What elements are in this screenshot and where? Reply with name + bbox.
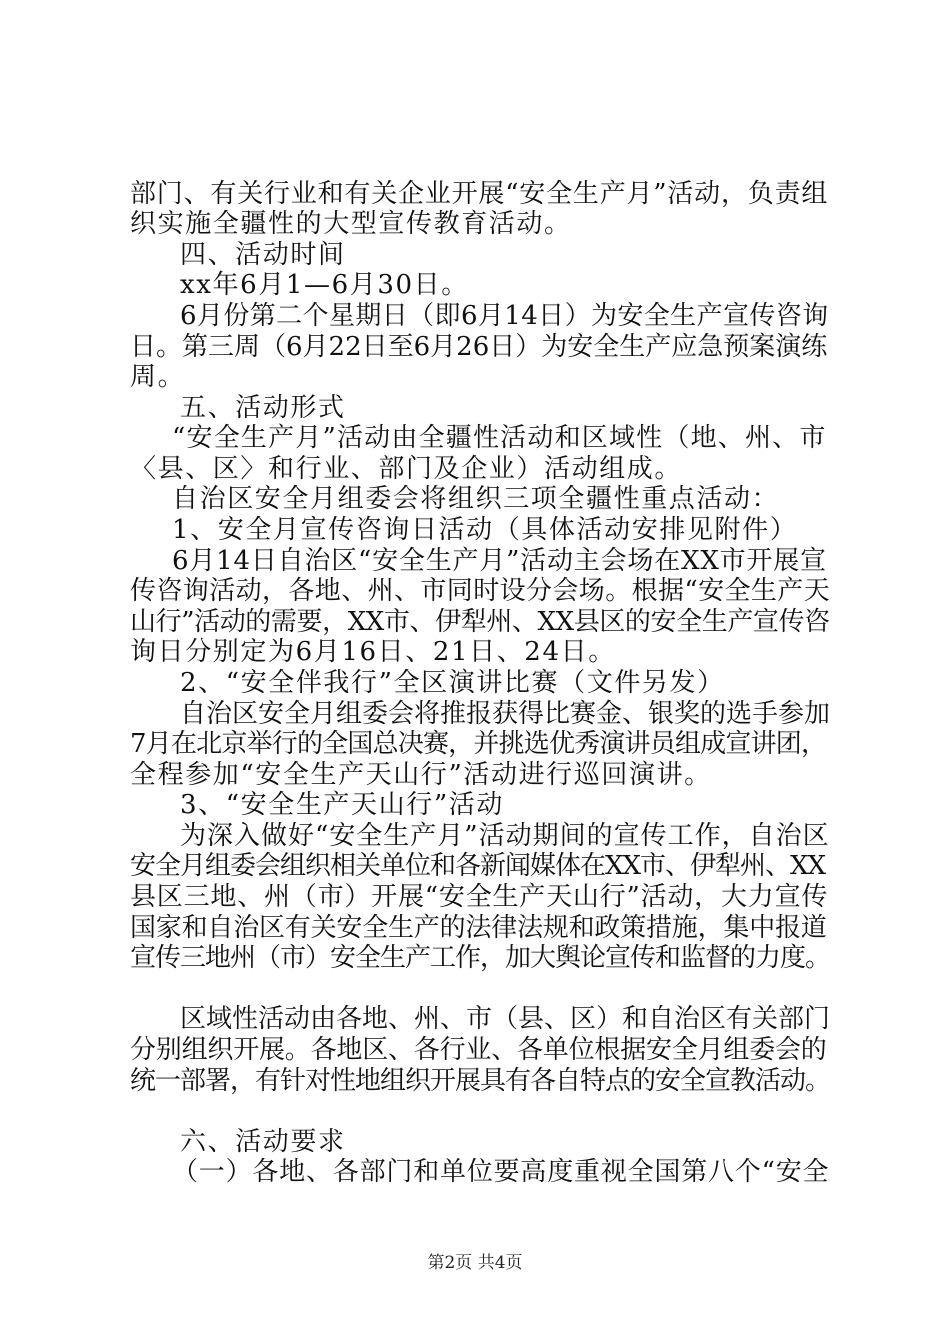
body-text-line: 宣传三地州（市）安全生产工作，加大舆论宣传和监督的力度。 — [130, 943, 831, 973]
body-text-line: 织实施全疆性的大型宣传教育活动。 — [130, 209, 572, 239]
body-text-line: 区域性活动由各地、州、市（县、区）和自治区有关部门 — [180, 1004, 831, 1034]
section-heading-activity-requirements: 六、活动要求 — [180, 1127, 346, 1157]
section-heading-activity-form: 五、活动形式 — [180, 393, 346, 423]
body-text-line: 统一部署，有针对性地组织开展具有各自特点的安全宣教活动。 — [130, 1066, 831, 1096]
body-text-line: 询日分别定为6月16日、21日、24日。 — [130, 637, 616, 667]
body-text-line: 周。 — [130, 362, 186, 392]
subheading-item-1: 1、安全月宣传咨询日活动（具体活动安排见附件） — [172, 515, 798, 545]
body-text-line: 县区三地、州（市）开展“安全生产天山行”活动，大力宣传 — [130, 882, 829, 912]
subheading-item-2: 2、“安全伴我行”全区演讲比赛（文件另发） — [180, 668, 725, 698]
body-text-line: 部门、有关行业和有关企业开展“安全生产月”活动，负责组 — [130, 179, 829, 209]
body-text-line: 国家和自治区有关安全生产的法律法规和政策措施，集中报道 — [130, 913, 827, 943]
body-text-line: 传咨询活动，各地、州、市同时设分会场。根据“安全生产天 — [130, 576, 831, 606]
body-text-line: 7月在北京举行的全国总决赛，并挑选优秀演讲员组成宣讲团， — [130, 729, 827, 759]
body-text-line: 6月份第二个星期日（即6月14日）为安全生产宣传咨询 — [180, 301, 829, 331]
body-text-line: 安全月组委会组织相关单位和各新闻媒体在XX市、伊犁州、XX — [130, 851, 826, 881]
section-heading-activity-time: 四、活动时间 — [180, 240, 346, 270]
body-text-line: 日。第三周（6月22日至6月26日）为安全生产应急预案演练 — [130, 332, 828, 362]
body-text-line: xx年6月1—6月30日。 — [180, 270, 469, 300]
body-text-line: 〈县、区〉和行业、部门及企业）活动组成。 — [130, 454, 683, 484]
body-text-line: 自治区安全月组委会将推报获得比赛金、银奖的选手参加 — [180, 699, 831, 729]
body-text-line: “安全生产月”活动由全疆性活动和区域性（地、州、市 — [172, 423, 827, 453]
page-number-footer: 第2页 共4页 — [427, 1253, 523, 1273]
body-text-line: 山行”活动的需要，XX市、伊犁州、XX县区的安全生产宣传咨 — [130, 607, 830, 637]
subheading-item-3: 3、“安全生产天山行”活动 — [180, 790, 504, 820]
body-text-line: 分别组织开展。各地区、各行业、各单位根据安全月组委会的 — [130, 1035, 827, 1065]
body-text-line: 6月14日自治区“安全生产月”活动主会场在XX市开展宣 — [172, 546, 827, 576]
body-text-line: 为深入做好“安全生产月”活动期间的宣传工作，自治区 — [180, 821, 830, 851]
body-text-line: （一）各地、各部门和单位要高度重视全国第八个“安全 — [172, 1157, 830, 1187]
body-text-line: 自治区安全月组委会将组织三项全疆性重点活动： — [172, 484, 780, 514]
body-text-line: 全程参加“安全生产天山行”活动进行巡回演讲。 — [130, 760, 712, 790]
